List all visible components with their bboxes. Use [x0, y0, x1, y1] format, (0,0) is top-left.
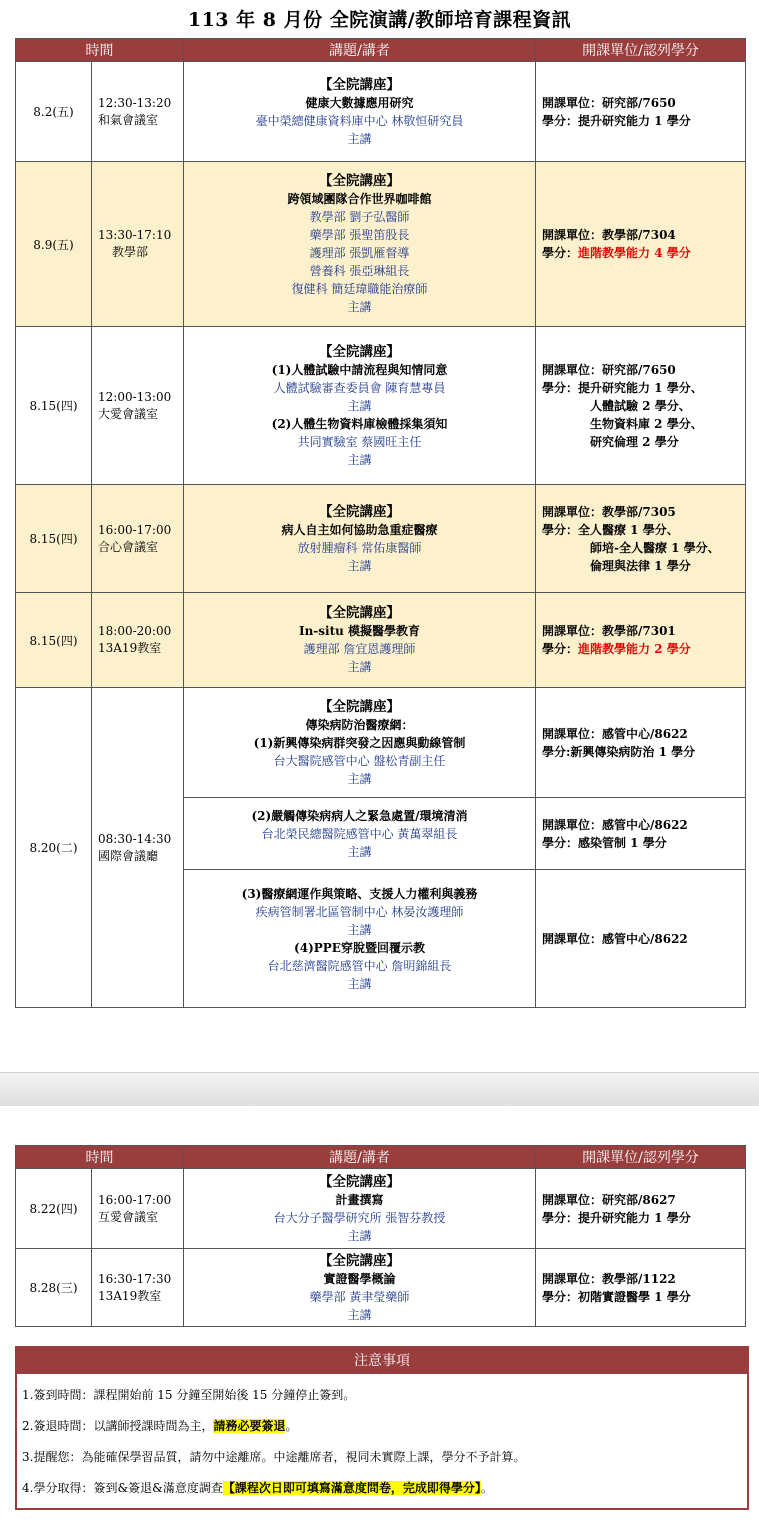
session-time: 12:00-13:00 大愛會議室: [92, 327, 184, 485]
session-date: 8.9(五): [16, 162, 92, 327]
session-unit: 開課單位：研究部/7650 學分：提升研究能力 1 學分: [536, 62, 746, 162]
table-row: [16, 327, 746, 485]
table-row: [16, 1169, 746, 1249]
session-topic: 【全院講座】 跨領域團隊合作世界咖啡館 教學部 劉子弘醫師 藥學部 張聖笛股長 護理部 張凱雁督導 營養科 張亞琳組長 復健科 簡廷瑋職能治療師 主講: [184, 162, 536, 327]
table-row: [16, 688, 746, 798]
session-topic: 【全院講座】 計畫撰寫 台大分子醫學研究所 張智芬教授 主講: [184, 1169, 536, 1249]
session-date: 8.20(二): [16, 688, 92, 1008]
session-time: 18:00-20:00 13A19教室: [92, 593, 184, 688]
schedule-table: [15, 1145, 746, 1327]
table-row: [16, 162, 746, 327]
session-time: 12:30-13:20 和氣會議室: [92, 62, 184, 162]
session-unit: 開課單位：感管中心/8622 學分：感染管制 1 學分: [536, 798, 746, 870]
notes-heading: 注意事項: [17, 1348, 747, 1374]
table-header: [16, 39, 746, 62]
session-unit: 開課單位：感管中心/8622: [536, 870, 746, 1008]
session-topic: 【全院講座】 (1)人體試驗中請流程與知情同意 人體試驗審查委員會 陳育慧專員 主講 (2)人體生物資料庫檢體採集須知 共同實驗室 蔡國旺主任 主講: [184, 327, 536, 485]
header-time: 時間: [16, 1146, 184, 1169]
note-3: 3.提醒您：為能確保學習品質，請勿中途離席。中途離席者，視同未實際上課，學分不予計算。: [22, 1450, 526, 1464]
session-date: 8.15(四): [16, 593, 92, 688]
session-topic: 【全院講座】 實證醫學概論 藥學部 黃聿瑩藥師 主講: [184, 1249, 536, 1327]
header-unit: 開課單位/認列學分: [536, 1146, 746, 1169]
header-unit: 開課單位/認列學分: [536, 39, 746, 62]
note-1: 1.簽到時間：課程開始前 15 分鐘至開始後 15 分鐘停止簽到。: [22, 1388, 356, 1402]
session-unit: 開課單位：教學部/7305 學分：全人醫療 1 學分、 師培-全人醫療 1 學分、 倫理與法律 1 學分: [536, 485, 746, 593]
page-title: 113 年 8 月份 全院演講/教師培育課程資訊: [187, 9, 572, 31]
session-unit: 開課單位：教學部/7301 學分：進階教學能力 2 學分: [536, 593, 746, 688]
session-date: 8.15(四): [16, 327, 92, 485]
header-time: 時間: [16, 39, 184, 62]
header-topic: 講題/講者: [184, 39, 536, 62]
session-date: 8.28(三): [16, 1249, 92, 1327]
note-4: 4.學分取得：簽到&簽退&滿意度調查【課程次日即可填寫滿意度問卷，完成即得學分】。: [22, 1481, 493, 1495]
session-time: 13:30-17:10 教學部: [92, 162, 184, 327]
table-row: [16, 1249, 746, 1327]
session-time: 16:30-17:30 13A19教室: [92, 1249, 184, 1327]
session-time: 16:00-17:00 合心會議室: [92, 485, 184, 593]
session-topic: (3)醫療網運作與策略、支援人力權利與義務 疾病管制署北區管制中心 林晏汝護理師 主講 (4)PPE穿脫暨回覆示教 台北慈濟醫院感管中心 詹明錦組長 主講: [184, 870, 536, 1008]
note-2: 2.簽退時間：以講師授課時間為主，請務必要簽退。: [22, 1419, 298, 1433]
session-topic: 【全院講座】 傳染病防治醫療網： (1)新興傳染病群突發之因應與動線管制 台大醫院感管中心 盤松青副主任 主講: [184, 688, 536, 798]
session-date: 8.2(五): [16, 62, 92, 162]
schedule-table: [15, 38, 746, 1008]
session-unit: 開課單位：研究部/8627 學分：提升研究能力 1 學分: [536, 1169, 746, 1249]
page-break: [0, 1032, 759, 1106]
session-time: 08:30-14:30 國際會議廳: [92, 688, 184, 1008]
session-time: 16:00-17:00 互愛會議室: [92, 1169, 184, 1249]
header-topic: 講題/講者: [184, 1146, 536, 1169]
table-header: [16, 1146, 746, 1169]
page-2: [0, 1106, 759, 1536]
table-row: [16, 62, 746, 162]
session-unit: 開課單位：研究部/7650 學分：提升研究能力 1 學分、 人體試驗 2 學分、 生物資料庫 2 學分、 研究倫理 2 學分: [536, 327, 746, 485]
session-unit: 開課單位：教學部/7304 學分：進階教學能力 4 學分: [536, 162, 746, 327]
table-row: [16, 485, 746, 593]
session-topic: 【全院講座】 病人自主如何協助急重症醫療 放射腫瘤科 常佑康醫師 主講: [184, 485, 536, 593]
notes-box: [15, 1346, 749, 1510]
session-unit: 開課單位：感管中心/8622 學分:新興傳染病防治 1 學分: [536, 688, 746, 798]
session-date: 8.22(四): [16, 1169, 92, 1249]
table-row: [16, 593, 746, 688]
session-date: 8.15(四): [16, 485, 92, 593]
session-topic: 【全院講座】 In-situ 模擬醫學教育 護理部 詹宜恩護理師 主講: [184, 593, 536, 688]
session-unit: 開課單位：教學部/1122 學分：初階實證醫學 1 學分: [536, 1249, 746, 1327]
session-topic: (2)嚴觸傳染病病人之緊急處置/環境清消 台北榮民總醫院感管中心 黃萬翠組長 主講: [184, 798, 536, 870]
session-topic: 【全院講座】 健康大數據應用研究 臺中榮總健康資料庫中心 林敬恒研究員 主講: [184, 62, 536, 162]
